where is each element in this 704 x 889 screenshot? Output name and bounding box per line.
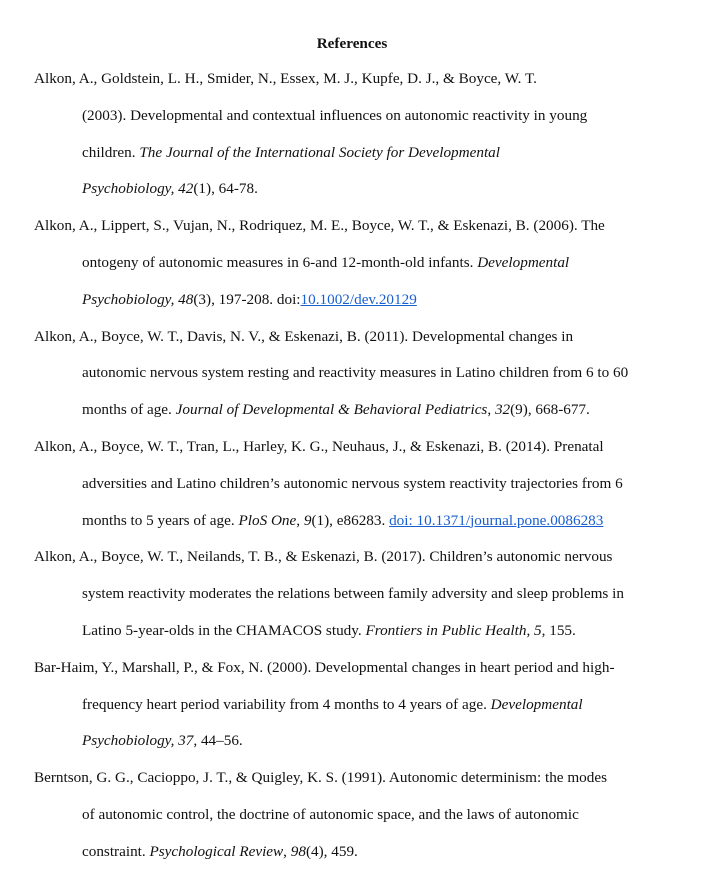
reference-line [0,282,704,319]
italic-text: 9 [303,511,312,529]
reference-text: (9), 668-677. [510,401,590,419]
reference-text: ontogeny of autonomic measures in 6-and 12-month-old infants. [82,253,478,271]
reference-line [0,650,704,687]
italic-text: PloS One [238,511,297,529]
reference-line [0,834,704,871]
reference-entry [0,319,704,429]
reference-text: (2003). Developmental and contextual influences on autonomic reactivity in young [82,106,588,124]
italic-text: Developmental [477,253,570,271]
reference-text: frequency heart period variability from 4 months to 4 years of age. [82,695,491,713]
reference-line [0,208,704,245]
italic-text: The Journal of the International Society for Developmental [139,143,500,161]
doi-link[interactable]: 10.1002/dev.20129 [300,290,417,308]
reference-text: (1), e86283. [311,511,390,529]
reference-entry [0,429,704,539]
reference-entry [0,539,704,649]
reference-line [0,61,704,98]
reference-text: , 155. [541,621,576,639]
reference-text: months to 5 years of age. [82,511,239,529]
italic-text: Psychobiology, 42 [82,180,194,198]
italic-text: Developmental [490,695,583,713]
reference-text: Alkon, A., Boyce, W. T., Davis, N. V., & Eskenazi, B. (2011). Developmental changes in [34,327,574,345]
reference-line [0,576,704,613]
italic-text: 98 [290,842,306,860]
reference-text: of autonomic control, the doctrine of autonomic space, and the laws of autonomic [82,805,579,823]
reference-line [0,797,704,834]
reference-line [0,135,704,172]
reference-line [0,392,704,429]
reference-text: system reactivity moderates the relations between family adversity and sleep problems in [82,585,624,603]
reference-text: Alkon, A., Goldstein, L. H., Smider, N., Essex, M. J., Kupfe, D. J., & Boyce, W. T. [34,70,537,87]
italic-text: 5 [534,621,542,639]
reference-text: 44–56. [197,732,243,750]
reference-text: Bar-Haim, Y., Marshall, P., & Fox, N. (2000). Developmental changes in heart period and high- [34,658,615,676]
reference-text: adversities and Latino children’s autonomic nervous system reactivity trajectories from 6 [82,474,623,492]
reference-text: Alkon, A., Boyce, W. T., Tran, L., Harley, K. G., Neuhaus, J., & Eskenazi, B. (2014). Prenatal [34,437,604,455]
italic-text: Psychobiology, 37, [82,732,198,750]
italic-text: Frontiers in Public Health [365,621,527,639]
page-title: References [316,35,388,52]
reference-text: , [283,842,291,860]
reference-line [0,98,704,135]
reference-line [0,355,704,392]
reference-text: (1), 64-78. [193,180,258,198]
reference-text: Alkon, A., Lippert, S., Vujan, N., Rodriquez, M. E., Boyce, W. T., & Eskenazi, B. (2006). The [34,217,605,235]
reference-text: , [296,511,304,529]
reference-text: (4), 459. [305,842,358,860]
reference-text: Berntson, G. G., Cacioppo, J. T., & Quigley, K. S. (1991). Autonomic determinism: the modes [34,769,607,787]
reference-text: months of age. [82,401,176,419]
reference-line [0,539,704,576]
reference-text: Latino 5-year-olds in the CHAMACOS study. [82,621,366,639]
reference-line [0,245,704,282]
doi-link[interactable]: doi: 10.1371/journal.pone.0086283 [389,511,604,529]
reference-text: (3), 197-208. doi: [193,290,301,308]
reference-line [0,171,704,208]
reference-line [0,466,704,503]
reference-line [0,319,704,356]
reference-entry [0,208,704,318]
italic-text: 32 [494,401,511,419]
italic-text: Journal of Developmental & Behavioral Pediatrics [175,401,488,419]
reference-entry [0,760,704,870]
reference-entry [0,61,704,208]
reference-text: constraint. [82,842,150,860]
reference-list [0,61,704,871]
reference-line [0,687,704,724]
italic-text: Psychobiology, 48 [82,290,194,308]
reference-text: autonomic nervous system resting and reactivity measures in Latino children from 6 to 60 [82,364,629,382]
reference-entry [0,650,704,760]
italic-text: Psychological Review [149,842,284,860]
reference-text: Alkon, A., Boyce, W. T., Neilands, T. B., & Eskenazi, B. (2017). Children’s autonomic nervous [34,548,613,566]
reference-text: , [487,401,495,419]
reference-line [0,760,704,797]
reference-text: children. [82,143,140,161]
reference-line [0,723,704,760]
reference-line [0,429,704,466]
reference-line [0,503,704,540]
reference-text: , [526,621,535,639]
reference-line [0,613,704,650]
